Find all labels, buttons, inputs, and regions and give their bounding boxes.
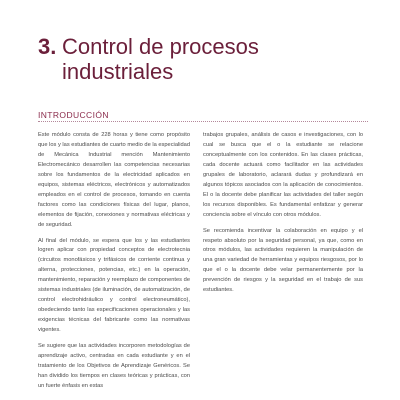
chapter-number: 3.: [38, 34, 57, 59]
right-column: [203, 131, 363, 302]
section-title: INTRODUCCIÓN: [38, 110, 109, 120]
chapter-title-line-1: [38, 34, 368, 59]
chapter-title-text-1: Control de procesos: [62, 34, 259, 59]
chapter-title-line-2: industriales: [62, 59, 174, 84]
chapter-heading: [38, 34, 368, 84]
left-paragraph-2: Al final del módulo, se espera que los y las estudiantes logren aplicar con propiedad conceptos de electrotecnia (circuitos monofásicos y trifásicos de corriente continua y alterna, protecciones, potencias, etc.) en la operación, mantenimiento, reparación y reemplazo de componentes de sistemas industriales (de iluminación, de automatización, de control electrohidráulico y control electroneumático), obedeciendo tanto las especificaciones operacionales y las exigencias técnicas del fabricante como las normativas vigentes.: [38, 237, 190, 334]
right-paragraph-2: Se recomienda incentivar la colaboración en equipo y el respeto absoluto por la seguridad personal, ya que, como en otros módulos, las actividades requieren la manipulación de una gran variedad de herramientas y equipos riesgosos, por lo que el o la docente debe velar permanentemente por la prevención de riesgos y la seguridad en el trabajo de sus estudiantes.: [203, 227, 363, 294]
left-paragraph-1: Este módulo consta de 228 horas y tiene como propósito que los y las estudiantes de cuarto medio de la especialidad de Mecánica Industrial mención Mantenimiento Electromecánico desarrollen las competencias necesarias sobre los fundamentos de la electricidad aplicados en equipos, sistemas eléctricos, electrónicos y automatizados empleados en el control de procesos, tomando en cuenta factores como las condiciones físicas del lugar, planos, elementos de fijación, conexiones y normativas eléctricas y de seguridad.: [38, 132, 190, 228]
right-paragraph-1: trabajos grupales, análisis de casos e investigaciones, con lo cual se busca que el o la estudiante se relacione conceptualmente con los contenidos. En las clases prácticas, cada docente actuará como facilitador en las actividades grupales de laboratorio, aclarará dudas y profundizará en algunos tópicos asociados con la aplicación de conocimientos. El o la docente debe planificar las actividades del taller según los recursos disponibles. Es fundamental enfatizar y generar conciencia sobre el vínculo con otros módulos.: [203, 132, 363, 218]
left-paragraph-3: Se sugiere que las actividades incorporen metodologías de aprendizaje activo, centradas en cada estudiante y en el tratamiento de los Objetivos de Aprendizaje Genéricos. Se han dividido los tiempos en clases teóricas y prácticas, con un fuerte énfasis en estas: [38, 343, 190, 389]
left-column: [38, 131, 190, 398]
section-divider: [38, 121, 368, 122]
